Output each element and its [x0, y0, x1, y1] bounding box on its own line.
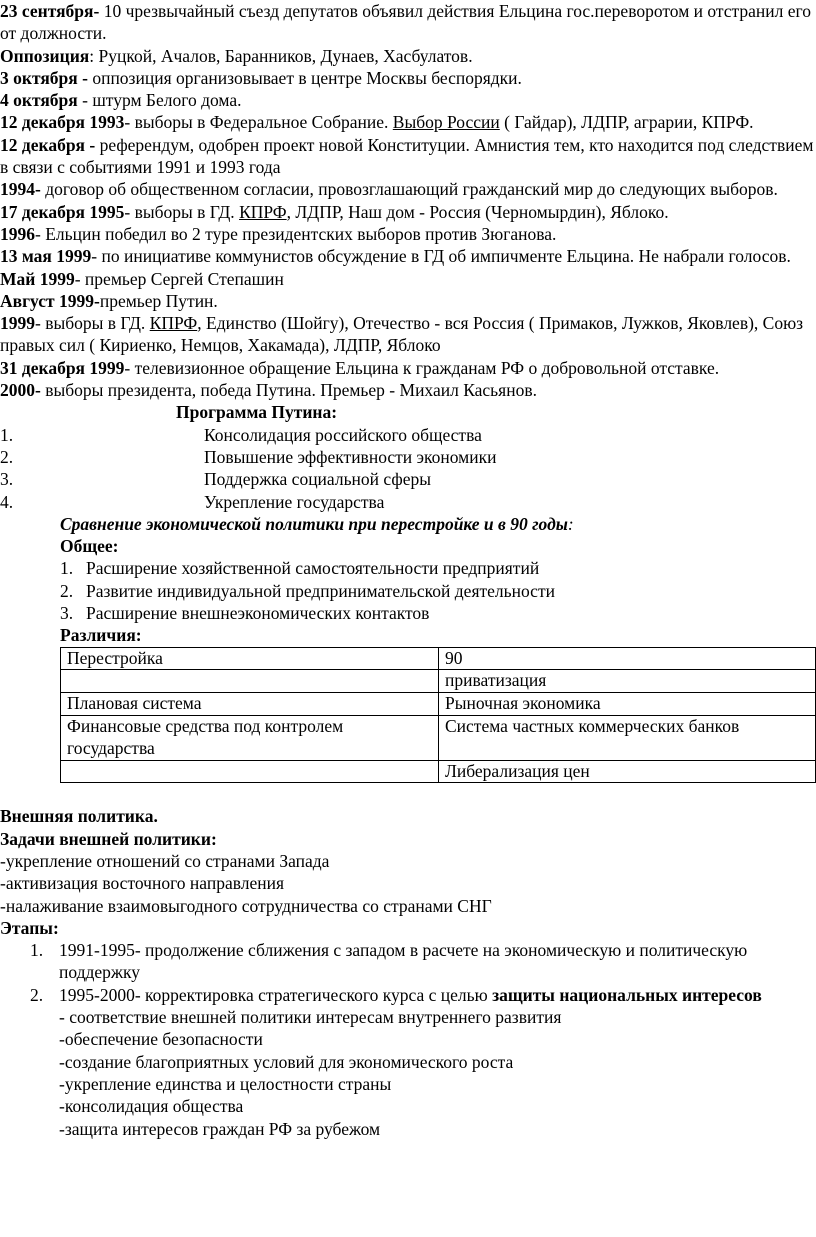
entry-date: Май 1999	[0, 268, 75, 289]
chronology-entry: 31 декабря 1999- телевизионное обращение Ельцина к гражданам РФ о добровольной отставке.	[0, 357, 720, 378]
economic-comparison	[0, 513, 816, 784]
foreign-policy	[0, 805, 816, 1139]
task-item: -налаживание взаимовыгодного сотрудничества со странами СНГ	[0, 895, 492, 916]
stage-subitem: -укрепление единства и целостности страны	[59, 1073, 392, 1094]
entry-date: 12 декабря 1993	[0, 112, 125, 133]
table-cell: Система частных коммерческих банков	[439, 716, 816, 761]
entry-date: Август 1999-	[0, 290, 100, 311]
table-cell	[61, 760, 439, 783]
entry-date: 12 декабря -	[0, 134, 100, 155]
entry-date: 1999	[0, 313, 35, 334]
table-cell: 90	[439, 647, 816, 670]
chronology	[0, 0, 816, 401]
chronology-entry: 4 октября - штурм Белого дома.	[0, 90, 242, 111]
table-cell: Финансовые средства под контролем государства	[61, 716, 439, 761]
stage-subitem: - соответствие внешней политики интересам внутреннего развития	[59, 1007, 562, 1028]
chronology-entry: 3 октября - оппозиция организовывает в центре Москвы беспорядки.	[0, 67, 522, 88]
stage-subitem: -защита интересов граждан РФ за рубежом	[59, 1118, 381, 1139]
table-cell: приватизация	[439, 670, 816, 693]
comparison-title: Сравнение экономической политики при перестройке и в 90 годы:	[60, 513, 574, 534]
program-title: Программа Путина:	[176, 402, 338, 423]
entry-date: 23 сентября-	[0, 1, 100, 21]
stage-item: 2. 1995-2000- корректировка стратегического курса с целью защиты национальных интересов	[30, 984, 762, 1005]
table-cell	[61, 670, 439, 693]
table-cell: Перестройка	[61, 647, 439, 670]
foreign-title: Внешняя политика.	[0, 806, 158, 827]
chronology-entry: 1999- выборы в ГД. КПРФ, Единство (Шойгу), Отечество - вся Россия ( Примаков, Лужков, Яковлев), Союз правых сил ( Кириенко, Немцов, Хакамада), ЛДПР, Яблоко	[0, 313, 804, 356]
entry-date: 3 октября -	[0, 67, 93, 88]
table-row	[61, 647, 816, 670]
chronology-entry: 13 мая 1999- по инициативе коммунистов обсуждение в ГД об импичменте Ельцина. Не набрали голосов.	[0, 246, 791, 267]
stages-label: Этапы:	[0, 917, 59, 938]
table-row	[61, 670, 816, 693]
chronology-entry: Оппозиция: Руцкой, Ачалов, Баранников, Дунаев, Хасбулатов.	[0, 45, 473, 66]
entry-date: Оппозиция	[0, 45, 90, 66]
program-item: 4. Укрепление государства	[0, 491, 385, 512]
table-cell: Рыночная экономика	[439, 693, 816, 716]
table-cell: Либерализация цен	[439, 760, 816, 783]
stage-subitem: -обеспечение безопасности	[59, 1029, 263, 1050]
putin-program	[0, 401, 816, 512]
common-item: 2. Развитие индивидуальной предпринимательской деятельности	[60, 580, 555, 601]
differences-table	[60, 647, 816, 784]
party-name: КПРФ	[239, 201, 287, 222]
entry-date: 17 декабря 1995	[0, 201, 125, 222]
differences-label: Различия:	[60, 625, 142, 646]
common-item: 1. Расширение хозяйственной самостоятельности предприятий	[60, 558, 540, 579]
tasks-label: Задачи внешней политики:	[0, 828, 217, 849]
table-row	[61, 716, 816, 761]
chronology-entry: 12 декабря - референдум, одобрен проект новой Конституции. Амнистия тем, кто находится под следствием в связи с событиями 1991 и 1993 года	[0, 134, 814, 178]
entry-date: 4 октября	[0, 90, 78, 111]
program-item: 3. Поддержка социальной сферы	[0, 469, 432, 490]
chronology-entry: 1996- Ельцин победил во 2 туре президентских выборов против Зюганова.	[0, 223, 557, 244]
table-cell: Плановая система	[61, 693, 439, 716]
stage-subitem: -консолидация общества	[59, 1096, 244, 1117]
program-item: 2. Повышение эффективности экономики	[0, 446, 497, 467]
chronology-entry: 12 декабря 1993- выборы в Федеральное Собрание. Выбор России ( Гайдар), ЛДПР, аграрии, КПРФ.	[0, 112, 754, 133]
chronology-entry: 23 сентября- 10 чрезвычайный съезд депутатов объявил действия Ельцина гос.переворотом и отстранил его от должности.	[0, 1, 812, 44]
task-item: -укрепление отношений со странами Запада	[0, 850, 330, 871]
entry-date: 31 декабря 1999	[0, 357, 125, 378]
task-item: -активизация восточного направления	[0, 873, 285, 894]
common-item: 3. Расширение внешнеэкономических контактов	[60, 603, 430, 624]
chronology-entry: 1994- договор об общественном согласии, провозглашающий гражданский мир до следующих выборов.	[0, 179, 778, 200]
chronology-entry: Август 1999-премьер Путин.	[0, 290, 218, 311]
entry-date: 1996	[0, 223, 35, 244]
party-name: КПРФ	[149, 313, 198, 334]
stage-item: 1. 1991-1995- продолжение сближения с западом в расчете на экономическую и политическую поддержку	[30, 940, 748, 983]
entry-date: 2000-	[0, 380, 41, 401]
party-name: Выбор России	[392, 112, 500, 133]
entry-date: 1994-	[0, 179, 41, 200]
stage-subitem: -создание благоприятных условий для экономического роста	[59, 1051, 514, 1072]
table-row	[61, 760, 816, 783]
program-item: 1. Консолидация российского общества	[0, 424, 482, 445]
blank-line	[0, 783, 816, 805]
entry-date: 13 мая 1999	[0, 246, 92, 267]
table-row	[61, 693, 816, 716]
common-label: Общее:	[60, 536, 119, 557]
chronology-entry: Май 1999- премьер Сергей Степашин	[0, 268, 284, 289]
chronology-entry: 17 декабря 1995- выборы в ГД. КПРФ, ЛДПР, Наш дом - Россия (Черномырдин), Яблоко.	[0, 201, 669, 222]
chronology-entry: 2000- выборы президента, победа Путина. Премьер - Михаил Касьянов.	[0, 380, 537, 401]
